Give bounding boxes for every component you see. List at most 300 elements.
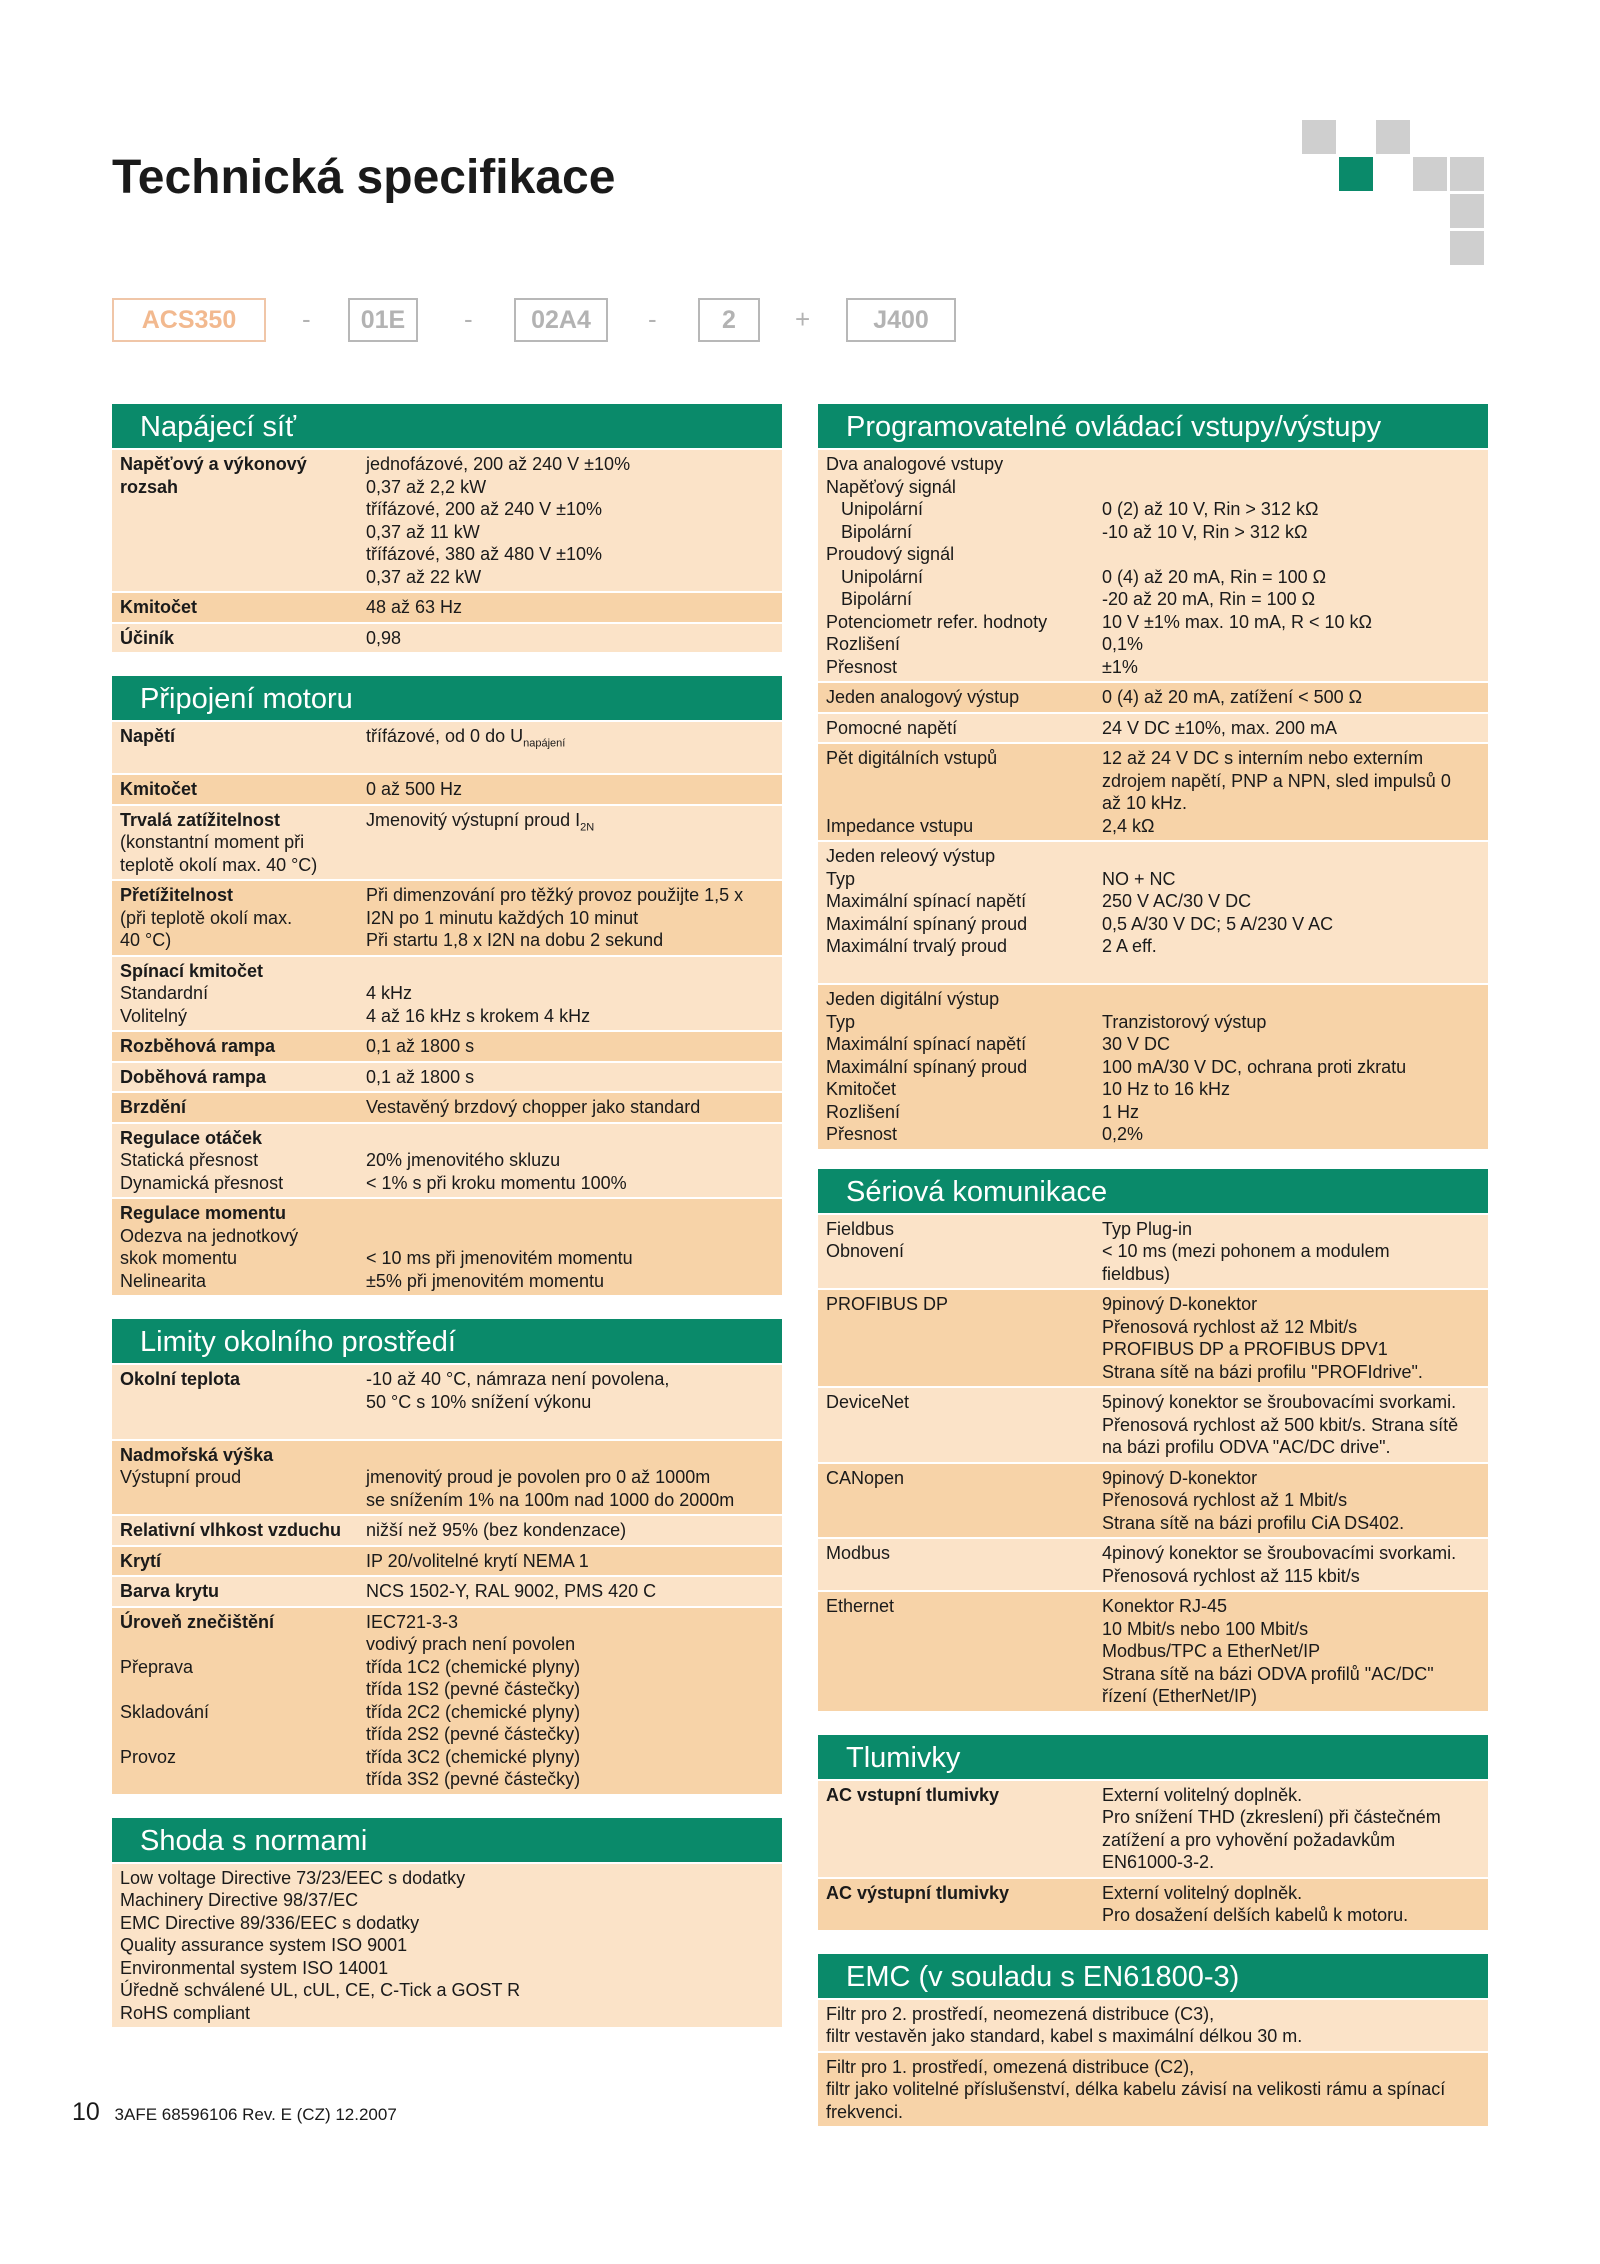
spec-value-text: 0,1 až 1800 s (366, 1066, 475, 1087)
spec-row (112, 1199, 782, 1295)
spec-label (120, 1035, 366, 1058)
spec-label (120, 1550, 366, 1573)
spec-value-text: 4 až 16 kHz s krokem 4 kHz (366, 1005, 591, 1026)
spec-label (120, 960, 366, 1028)
spec-value-line (1102, 1218, 1480, 1241)
spec-value-text: -10 až 10 V, Rin > 312 kΩ (1102, 521, 1308, 542)
spec-row (818, 683, 1488, 712)
spec-value-line (1102, 988, 1480, 1011)
spec-value-line (1102, 1851, 1480, 1874)
spec-value-line (366, 627, 774, 650)
spec-text (826, 2003, 1302, 2048)
document-id: 3AFE 68596106 Rev. E (CZ) 12.2007 (114, 2105, 397, 2124)
section-title: Napájecí síť (112, 404, 782, 448)
spec-label (826, 747, 1102, 837)
spec-value-line (1102, 1033, 1480, 1056)
spec-value-text: třída 2C2 (chemické plyny) (366, 1701, 581, 1722)
spec-label-line: Skladování (120, 1701, 210, 1722)
spec-label (120, 1066, 366, 1089)
spec-value-text: se snížením 1% na 100m nad 1000 do 2000m (366, 1489, 735, 1510)
spec-label-line: Jeden digitální výstup (826, 989, 1000, 1009)
spec-label-line: Účiník (120, 627, 175, 648)
spec-value-text: -10 až 40 °C, námraza není povolena, (366, 1369, 670, 1389)
spec-value-line (366, 1035, 774, 1058)
spec-value-text: 10 Hz to 16 kHz (1102, 1079, 1231, 1099)
spec-value-text: Typ Plug-in (1102, 1218, 1193, 1239)
section-gap (818, 1151, 1488, 1169)
spec-value-text: Přenosová rychlost až 12 Mbit/s (1102, 1316, 1358, 1337)
spec-label-line: teplotě okolí max. 40 °C) (120, 854, 318, 875)
spec-value-line (1102, 588, 1480, 611)
spec-value-line (1102, 1489, 1480, 1512)
spec-value-line (366, 1247, 774, 1270)
spec-value (366, 960, 774, 1028)
spec-value-text: 0 (2) až 10 V, Rin > 312 kΩ (1102, 499, 1319, 519)
section-gap (818, 1932, 1488, 1954)
spec-line: filtr jako volitelné příslušenství, délka kabelu závisí na velikosti rámu a spínací (826, 2079, 1446, 2099)
spec-value-line (1102, 1436, 1480, 1459)
spec-value-text: 0,37 až 22 kW (366, 566, 482, 587)
spec-value-line (366, 1096, 774, 1119)
spec-value-line (1102, 1391, 1480, 1414)
spec-label-line: Nadmořská výška (120, 1444, 274, 1465)
section-gap (112, 1297, 782, 1319)
spec-row (112, 1608, 782, 1794)
spec-value-line (1102, 1338, 1480, 1361)
spec-value-line (366, 725, 774, 755)
spec-value-line (366, 1746, 774, 1769)
spec-label-line: Regulace momentu (120, 1203, 287, 1223)
spec-value (1102, 1467, 1480, 1535)
spec-label-line: Maximální spínací napětí (826, 891, 1027, 911)
spec-value-text: Strana sítě na bázi profilu "PROFIdrive". (1102, 1361, 1423, 1382)
spec-row (112, 806, 782, 880)
spec-label (826, 1467, 1102, 1535)
spec-value-line (1102, 1882, 1480, 1905)
spec-label-line (120, 1633, 366, 1656)
spec-row (112, 1032, 782, 1061)
spec-row (112, 775, 782, 804)
spec-value-line (1102, 453, 1480, 476)
spec-value-line (366, 1723, 774, 1746)
spec-line: Filtr pro 1. prostředí, omezená distribuce (C2), (826, 2056, 1195, 2077)
spec-label-line: Okolní teplota (120, 1369, 241, 1389)
spec-label-line: Přesnost (826, 656, 898, 677)
code-separator: - (648, 304, 657, 334)
spec-label-line (826, 792, 1102, 815)
spec-value-text: Přenosová rychlost až 115 kbit/s (1102, 1565, 1360, 1586)
section-title: Sériová komunikace (818, 1169, 1488, 1213)
spec-value-text: na bázi profilu ODVA "AC/DC drive". (1102, 1437, 1391, 1457)
spec-label-line (120, 1768, 366, 1791)
spec-row (112, 1124, 782, 1198)
spec-label-line: 40 °C) (120, 930, 172, 950)
spec-value-line (1102, 1467, 1480, 1490)
spec-label-line: Přetížitelnost (120, 885, 234, 905)
spec-label (120, 809, 366, 877)
spec-value (1102, 1595, 1480, 1708)
spec-label-line: Ethernet (826, 1596, 895, 1616)
spec-label (120, 596, 366, 619)
spec-label-line: Přesnost (826, 1124, 898, 1144)
spec-label-line: Volitelný (120, 1005, 188, 1026)
spec-value-line (366, 1368, 774, 1391)
spec-row (818, 1464, 1488, 1538)
spec-value-text: Pro dosažení delších kabelů k motoru. (1102, 1905, 1409, 1925)
spec-label-line: Napěťový signál (826, 476, 956, 497)
spec-value-text: 0,1 až 1800 s (366, 1036, 475, 1056)
spec-label-line: (při teplotě okolí max. (120, 907, 293, 928)
spec-row (818, 985, 1488, 1149)
spec-label (120, 725, 366, 770)
spec-value-text: Modbus/TPC a EtherNet/IP (1102, 1641, 1321, 1661)
spec-value-text: < 1% s při kroku momentu 100% (366, 1172, 627, 1193)
spec-label-line: Statická přesnost (120, 1150, 259, 1170)
spec-value-text: NCS 1502-Y, RAL 9002, PMS 420 C (366, 1581, 657, 1601)
spec-value-text: Jmenovitý výstupní proud I (366, 809, 581, 830)
spec-value-text: Tranzistorový výstup (1102, 1011, 1267, 1032)
spec-value-line (366, 521, 774, 544)
spec-value-text: 48 až 63 Hz (366, 597, 463, 617)
spec-value-line (1102, 543, 1480, 566)
spec-label-line: Jeden analogový výstup (826, 687, 1020, 707)
spec-value-line (366, 929, 774, 952)
spec-value-line (1102, 1595, 1480, 1618)
spec-label-line: Napěťový a výkonový (120, 454, 307, 474)
spec-row (818, 714, 1488, 743)
spec-value-line (1102, 1784, 1480, 1807)
spec-value-line (366, 543, 774, 566)
spec-label-line: Jeden releový výstup (826, 846, 996, 866)
spec-value-line (366, 566, 774, 589)
spec-value-line (366, 907, 774, 930)
spec-row (112, 1063, 782, 1092)
spec-value (1102, 1391, 1480, 1459)
spec-value-line (366, 778, 774, 801)
spec-label-line: AC vstupní tlumivky (826, 1784, 1000, 1805)
spec-value-line (366, 1127, 774, 1150)
spec-value-text: Externí volitelný doplněk. (1102, 1882, 1303, 1903)
spec-value-text: 20% jmenovitého skluzu (366, 1150, 561, 1170)
spec-label-line: rozsah (120, 476, 179, 497)
spec-value-text: jednofázové, 200 až 240 V ±10% (366, 454, 631, 474)
spec-value-line (1102, 1240, 1480, 1263)
spec-value-line (366, 1466, 774, 1489)
spec-label-line: Napětí (120, 726, 176, 746)
spec-value-line (366, 1701, 774, 1724)
spec-value (1102, 717, 1480, 740)
spec-line: Environmental system ISO 14001 (120, 1957, 389, 1978)
section-title: Shoda s normami (112, 1818, 782, 1862)
spec-value (1102, 453, 1480, 678)
spec-row (818, 1781, 1488, 1877)
spec-label (120, 627, 366, 650)
spec-label-line: Pět digitálních vstupů (826, 748, 998, 768)
spec-line: Úředně schválené UL, cUL, CE, C-Tick a GOST R (120, 1980, 521, 2000)
spec-label-line: Proudový signál (826, 544, 955, 564)
spec-label-line: Nelinearita (120, 1270, 207, 1291)
section-title: EMC (v souladu s EN61800-3) (818, 1954, 1488, 1998)
spec-value (1102, 1882, 1480, 1927)
spec-value-line (366, 1768, 774, 1791)
spec-value-text: 9pinový D-konektor (1102, 1294, 1258, 1314)
spec-value-text: EN61000-3-2. (1102, 1852, 1215, 1872)
spec-value-line (366, 1066, 774, 1089)
right-column (818, 404, 1488, 2128)
spec-value-text: 10 Mbit/s nebo 100 Mbit/s (1102, 1618, 1309, 1639)
page-number: 10 (72, 2098, 100, 2126)
spec-value-text: zatížení a pro vyhovění požadavkům (1102, 1829, 1396, 1850)
spec-value-text: zdrojem napětí, PNP a NPN, sled impulsů 0 (1102, 770, 1451, 791)
spec-label-line: Brzdění (120, 1097, 187, 1117)
spec-label (120, 1202, 366, 1292)
spec-label-line: Přeprava (120, 1656, 194, 1677)
spec-value (1102, 1784, 1480, 1874)
spec-label (826, 1784, 1102, 1874)
code-separator: - (302, 304, 311, 334)
spec-row (112, 624, 782, 653)
spec-label (826, 1391, 1102, 1459)
spec-label-line (120, 1489, 366, 1512)
spec-value-line (366, 1633, 774, 1656)
spec-value (366, 725, 774, 770)
spec-value-text: 1 Hz (1102, 1101, 1140, 1122)
spec-value-text: 0,37 až 11 kW (366, 521, 480, 542)
spec-value-text: I2N po 1 minutu každých 10 minut (366, 907, 639, 928)
section-title: Tlumivky (818, 1735, 1488, 1779)
spec-row (112, 957, 782, 1031)
spec-label (120, 884, 366, 952)
spec-line: filtr vestavěn jako standard, kabel s maximální délkou 30 m. (826, 2026, 1303, 2046)
section-title: Programovatelné ovládací vstupy/výstupy (818, 404, 1488, 448)
spec-label (826, 453, 1102, 678)
spec-row (818, 2000, 1488, 2051)
spec-value-text: 4pinový konektor se šroubovacími svorkami. (1102, 1543, 1457, 1563)
spec-value-text: třída 3C2 (chemické plyny) (366, 1746, 581, 1767)
spec-value-line (366, 1550, 774, 1573)
spec-value-text: IP 20/volitelné krytí NEMA 1 (366, 1550, 589, 1571)
spec-value-text: 2,4 kΩ (1102, 815, 1155, 836)
spec-value (1102, 988, 1480, 1146)
spec-value (366, 1611, 774, 1791)
spec-value-line (366, 1005, 774, 1028)
spec-value-text: třífázové, od 0 do U (366, 726, 524, 746)
spec-value (366, 1550, 774, 1573)
spec-value-text: ±1% (1102, 656, 1138, 677)
spec-value-line (1102, 498, 1480, 521)
spec-row (112, 881, 782, 955)
spec-value-line (1102, 958, 1480, 981)
spec-label-line: AC výstupní tlumivky (826, 1882, 1010, 1903)
spec-value (366, 1444, 774, 1512)
spec-value-line (366, 1270, 774, 1293)
spec-row (818, 1290, 1488, 1386)
spec-label-line: Unipolární (826, 566, 924, 587)
spec-row (818, 2053, 1488, 2127)
spec-label-line: Bipolární (826, 521, 913, 542)
spec-label (826, 988, 1102, 1146)
spec-label-line: Úroveň znečištění (120, 1611, 275, 1632)
spec-value-line (366, 982, 774, 1005)
spec-value-line (1102, 611, 1480, 634)
spec-label-line (120, 1391, 366, 1414)
spec-value-text: jmenovitý proud je povolen pro 0 až 1000m (366, 1467, 711, 1487)
spec-value-line (1102, 747, 1480, 770)
code-part: 2 (698, 298, 760, 342)
spec-value-line (366, 453, 774, 476)
spec-value-line (366, 1519, 774, 1542)
spec-value-text: až 10 kHz. (1102, 793, 1188, 813)
spec-label-line: PROFIBUS DP (826, 1294, 949, 1314)
spec-value-text: 0,37 až 2,2 kW (366, 476, 487, 497)
spec-value (366, 1368, 774, 1436)
spec-value-text: Přenosová rychlost až 1 Mbit/s (1102, 1490, 1348, 1510)
spec-value-subscript: napájení (523, 737, 566, 750)
spec-value-text: Konektor RJ-45 (1102, 1596, 1228, 1616)
spec-row (112, 1516, 782, 1545)
spec-value (366, 596, 774, 619)
spec-value-text: 4 kHz (366, 983, 413, 1003)
spec-value (366, 627, 774, 650)
spec-row (818, 1592, 1488, 1711)
spec-value-text: 0 (4) až 20 mA, zatížení < 500 Ω (1102, 687, 1363, 707)
spec-row (112, 1577, 782, 1606)
spec-value-text: 24 V DC ±10%, max. 200 mA (1102, 717, 1337, 738)
spec-row (112, 722, 782, 773)
spec-value-text: < 10 ms (mezi pohonem a modulem (1102, 1241, 1390, 1261)
spec-label-line: Krytí (120, 1550, 162, 1571)
spec-value-text: IEC721-3-3 (366, 1611, 459, 1632)
spec-value-text: třífázové, 380 až 480 V ±10% (366, 544, 603, 564)
footer (72, 2098, 397, 2127)
spec-label-line: Regulace otáček (120, 1127, 263, 1148)
spec-label-line: Potenciometr refer. hodnoty (826, 611, 1048, 632)
spec-label-line: CANopen (826, 1467, 905, 1488)
spec-value (366, 1202, 774, 1292)
spec-label-line: Dva analogové vstupy (826, 454, 1004, 474)
spec-value-line (366, 1202, 774, 1225)
code-part: J400 (846, 298, 956, 342)
spec-row (818, 842, 1488, 983)
spec-value-text: Strana sítě na bázi ODVA profilů "AC/DC" (1102, 1663, 1434, 1684)
spec-value-text: 250 V AC/30 V DC (1102, 891, 1252, 911)
spec-value-line (1102, 1263, 1480, 1286)
spec-value-text: Při dimenzování pro těžký provoz použijte 1,5 x (366, 885, 744, 905)
spec-label-line (120, 748, 366, 771)
section-title: Limity okolního prostředí (112, 1319, 782, 1363)
spec-value (1102, 1293, 1480, 1383)
spec-label-line: (konstantní moment při (120, 832, 305, 852)
spec-value-line (1102, 1618, 1480, 1641)
spec-label-line (826, 958, 1102, 981)
spec-value-text: -20 až 20 mA, Rin = 100 Ω (1102, 589, 1316, 609)
spec-value-line (366, 1611, 774, 1634)
code-part: 01E (348, 298, 418, 342)
spec-label-line: Typ (826, 868, 856, 889)
spec-value-line (1102, 1542, 1480, 1565)
spec-row (818, 744, 1488, 840)
spec-value-line (1102, 1011, 1480, 1034)
spec-value-line (1102, 1316, 1480, 1339)
spec-row (112, 1365, 782, 1439)
spec-value-line (1102, 1640, 1480, 1663)
spec-label (120, 453, 366, 588)
spec-label-line: Výstupní proud (120, 1467, 242, 1487)
section-gap (112, 1796, 782, 1818)
spec-value-text: 50 °C s 10% snížení výkonu (366, 1391, 592, 1412)
spec-value-line (1102, 1663, 1480, 1686)
spec-value (366, 1519, 774, 1542)
spec-value (366, 1127, 774, 1195)
spec-value (366, 809, 774, 877)
spec-label-line: DeviceNet (826, 1392, 910, 1412)
spec-value-line (1102, 521, 1480, 544)
code-separator: + (795, 304, 811, 334)
spec-row (112, 450, 782, 591)
spec-value-line (366, 1391, 774, 1414)
spec-label-line: Fieldbus (826, 1218, 895, 1239)
spec-label-line: Unipolární (826, 499, 924, 519)
spec-value-line (366, 1149, 774, 1172)
spec-value-text: 0,2% (1102, 1124, 1144, 1144)
spec-value (1102, 686, 1480, 709)
spec-value-line (366, 884, 774, 907)
spec-value-line (1102, 1512, 1480, 1535)
spec-value-line (1102, 1565, 1480, 1588)
spec-label (826, 845, 1102, 980)
spec-text (826, 2056, 1445, 2124)
spec-value-line (1102, 476, 1480, 499)
spec-value-text: Vestavěný brzdový chopper jako standard (366, 1097, 701, 1117)
spec-row (112, 593, 782, 622)
spec-label (826, 1218, 1102, 1286)
spec-label-line: Pomocné napětí (826, 717, 958, 738)
spec-text (120, 1867, 520, 2025)
spec-label-line: Standardní (120, 983, 209, 1003)
spec-value-line (366, 1444, 774, 1467)
spec-value-line (1102, 1101, 1480, 1124)
spec-label-line (120, 1678, 366, 1701)
spec-label-line (826, 770, 1102, 793)
spec-label (120, 1096, 366, 1119)
spec-label-line: Rozlišení (826, 1101, 901, 1122)
spec-value-line (1102, 890, 1480, 913)
spec-label-line: Dynamická přesnost (120, 1172, 284, 1193)
spec-value-line (366, 1656, 774, 1679)
left-column (112, 404, 782, 2029)
spec-value-text: fieldbus) (1102, 1263, 1171, 1284)
spec-value-text: 30 V DC (1102, 1034, 1171, 1054)
spec-value-subscript: 2N (580, 821, 595, 834)
spec-value-line (1102, 1123, 1480, 1146)
spec-label-line: Odezva na jednotkový (120, 1225, 299, 1246)
spec-value (366, 884, 774, 952)
spec-value-text: Externí volitelný doplněk. (1102, 1784, 1303, 1805)
spec-label (120, 1127, 366, 1195)
spec-line: EMC Directive 89/336/EEC s dodatky (120, 1912, 420, 1933)
spec-label-line: Provoz (120, 1746, 177, 1767)
spec-value-line (1102, 1056, 1480, 1079)
spec-value-line (1102, 1078, 1480, 1101)
spec-label-line: Bipolární (826, 589, 913, 609)
spec-label-line: Barva krytu (120, 1581, 220, 1601)
spec-value (1102, 747, 1480, 837)
spec-value-line (1102, 686, 1480, 709)
spec-value-line (1102, 815, 1480, 838)
spec-label (120, 1611, 366, 1791)
spec-row (112, 1093, 782, 1122)
spec-value-line (366, 960, 774, 983)
